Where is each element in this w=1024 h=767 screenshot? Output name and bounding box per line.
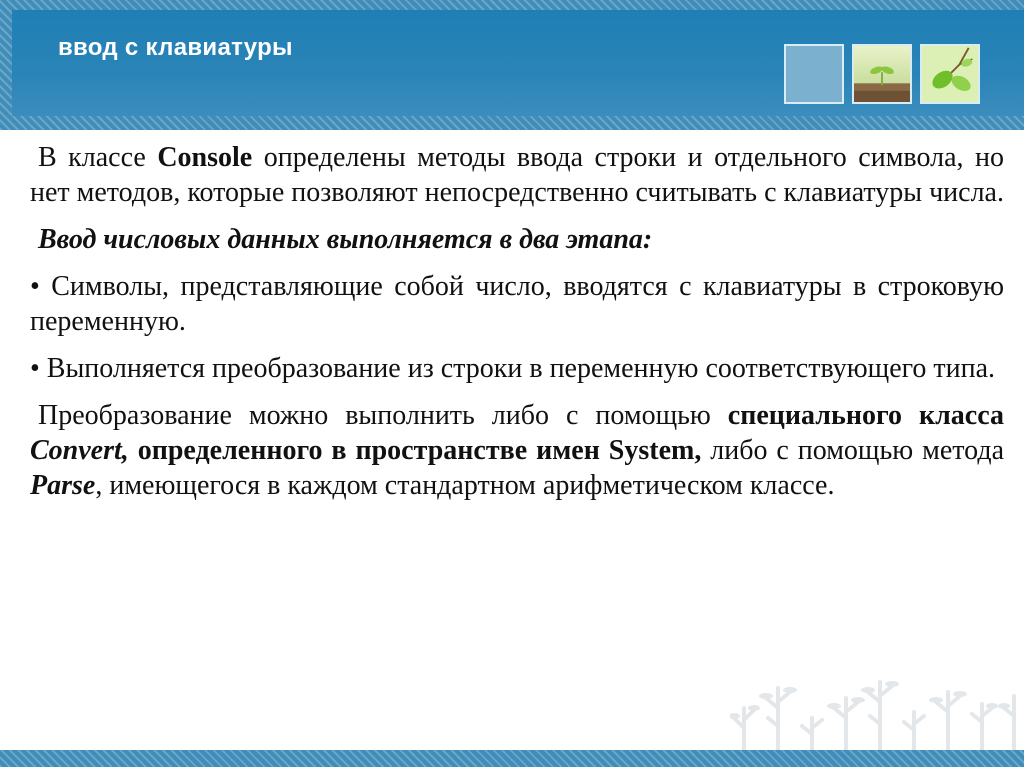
empty-frame-icon [784,44,844,104]
text-run: определены методы ввода строки и отдельного символа, но нет методов, которые позволяют непосредственно считывать с клавиатуры числа. [30,142,1004,208]
bold-run: определенного в пространстве имен System, [128,435,702,466]
slide-title: ввод с клавиатуры [58,34,293,61]
sprout-icon [852,44,912,104]
bold-run: специального класса [727,400,1004,431]
paragraph-console [30,140,1004,210]
slide-body [30,140,1004,515]
text-run: либо с помощью метода [701,435,1004,466]
leaves-icon [920,44,980,104]
convert-term: Convert, [30,435,129,466]
footer-hatched-band [0,750,1024,767]
text-run: , имеющегося в каждом стандартном арифметическом классе. [95,470,835,501]
bullet-item: • Символы, представляющие собой число, вводятся с клавиатуры в строковую переменную. [30,271,1004,337]
bullet-item: • Выполняется преобразование из строки в переменную соответствующего типа. [30,353,996,384]
text-run: Преобразование можно выполнить либо с помощью [38,400,728,431]
header-thumbnails [784,44,980,104]
paragraph-conversion [30,398,1004,503]
section-heading: Ввод числовых данных выполняется в два этапа: [38,224,653,255]
parse-term: Parse [30,470,96,501]
console-term: Console [157,142,253,173]
text-run: В классе [38,142,158,173]
